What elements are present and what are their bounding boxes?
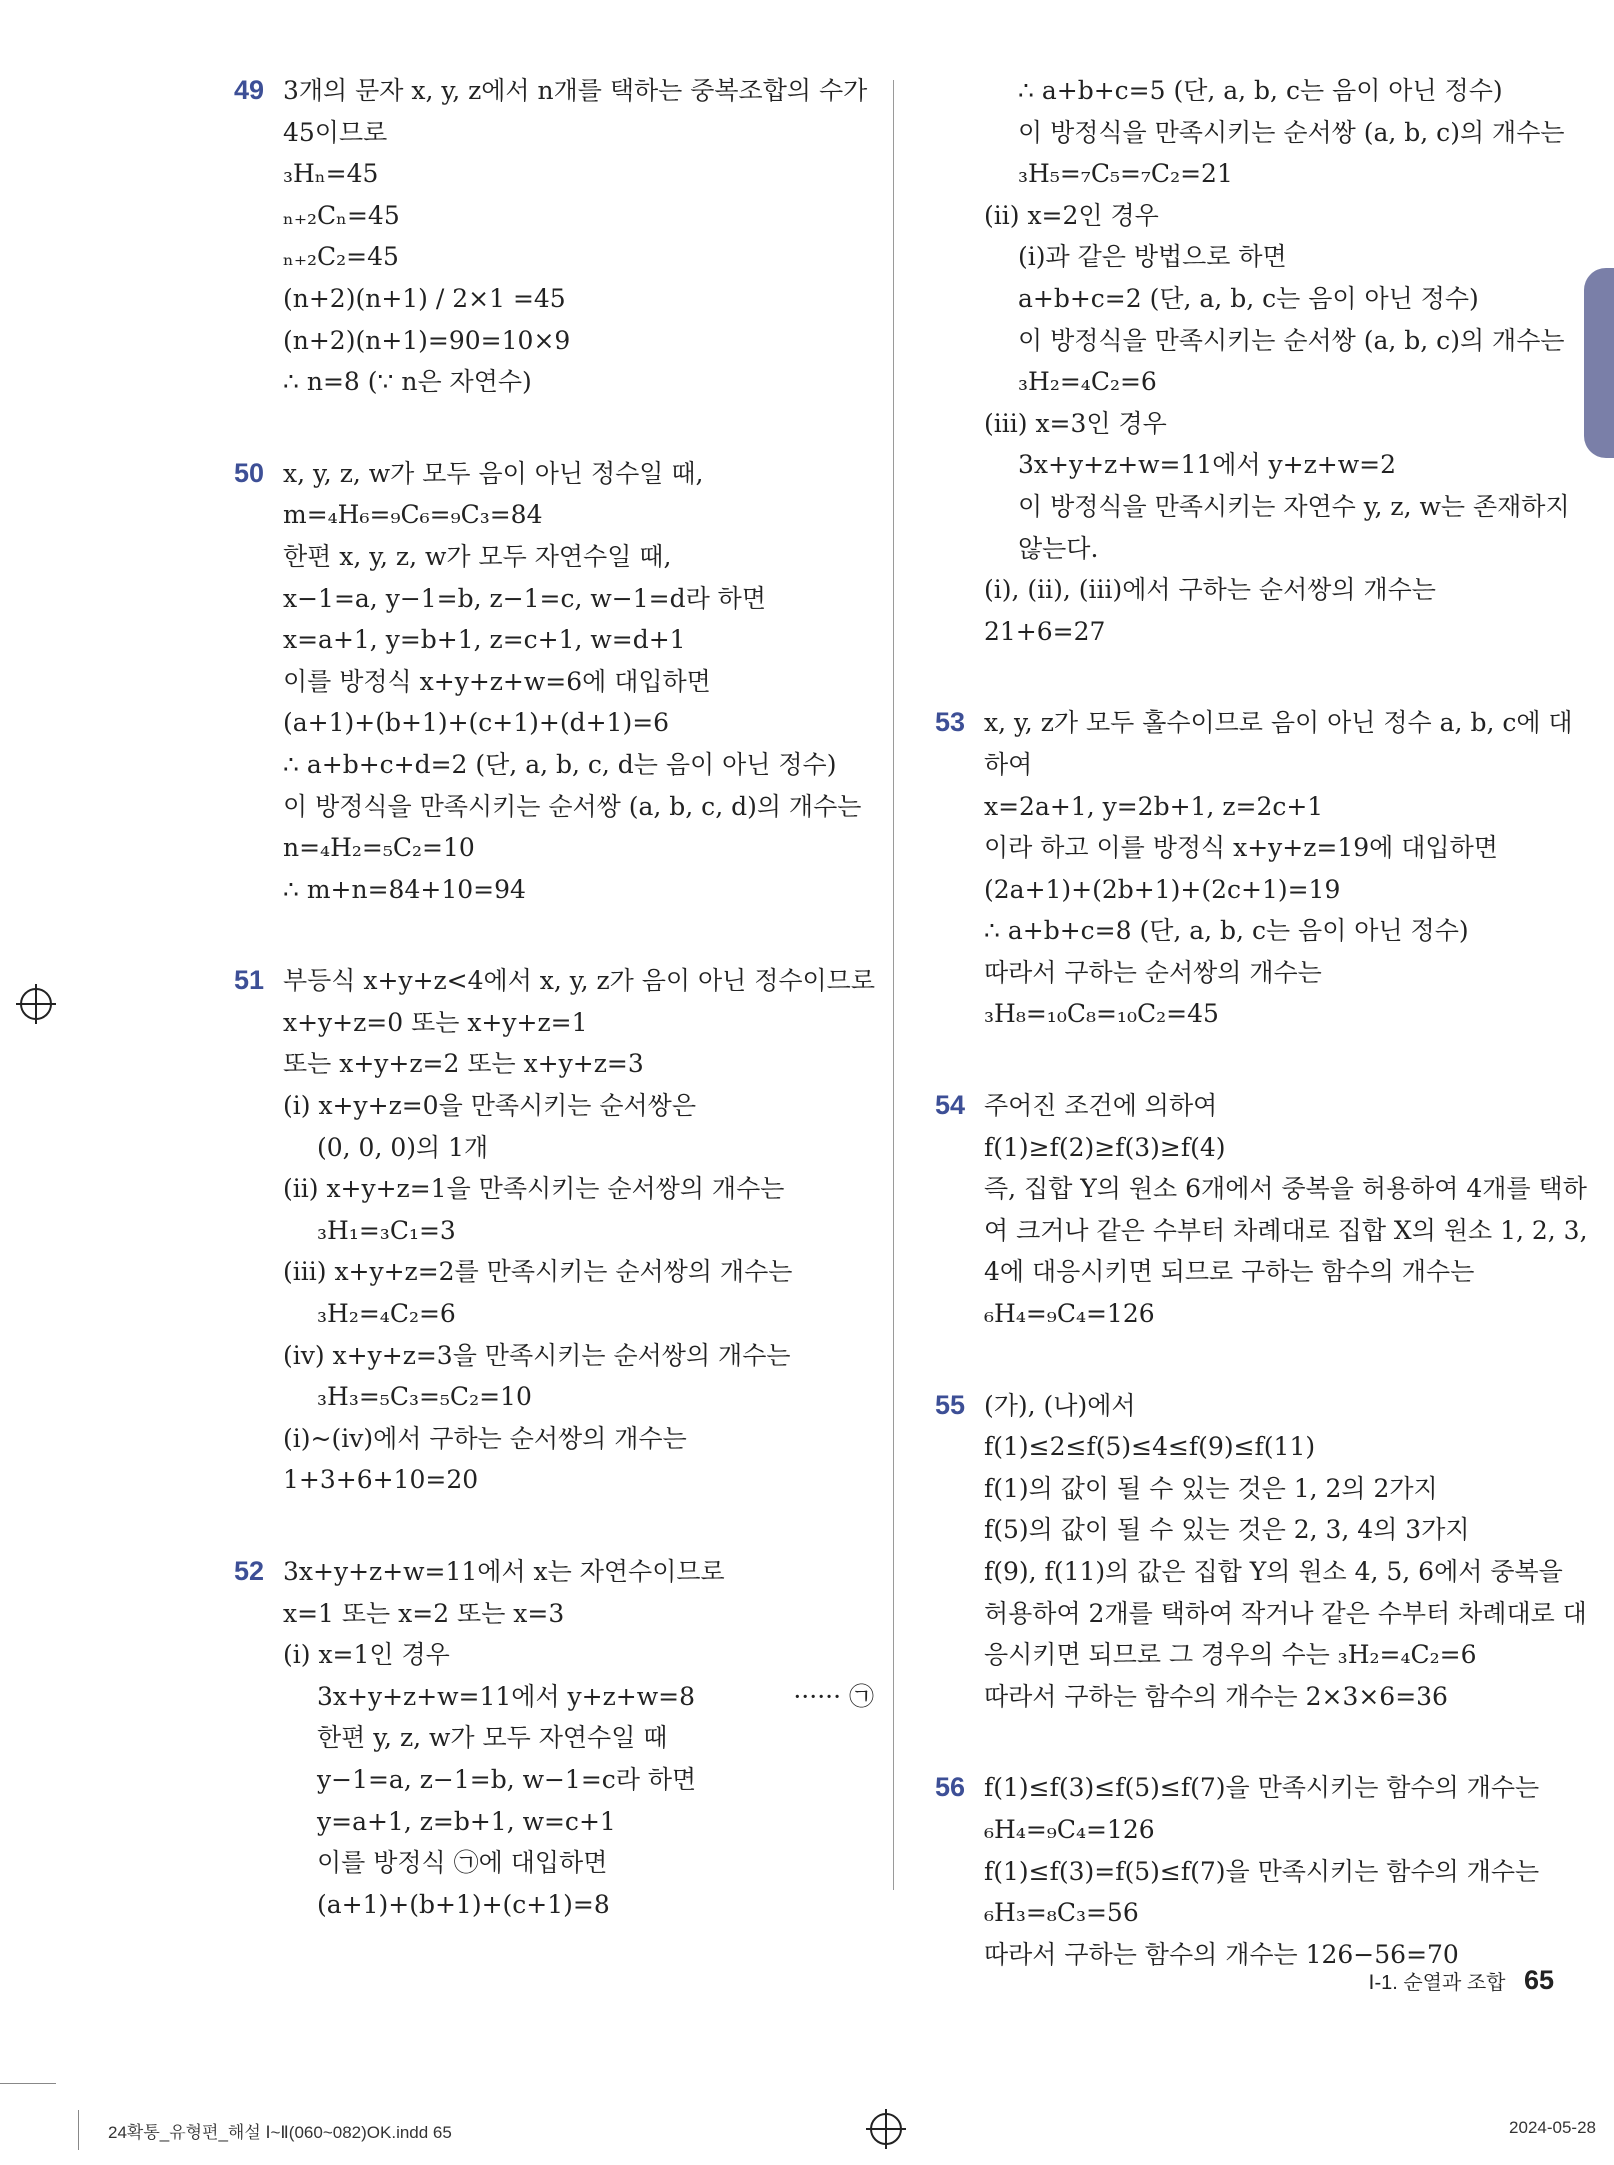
solution-text: f(5)의 값이 될 수 있는 것은 2, 3, 4의 3가지 [984, 1515, 1470, 1545]
solution-text: (2a+1)+(2b+1)+(2c+1)=19 [984, 874, 1341, 904]
solution-line [984, 827, 1575, 869]
problem-number: 49 [234, 75, 265, 105]
solution-text: 4에 대응시키면 되므로 구하는 함수의 개수는 [984, 1257, 1475, 1287]
solution-line [283, 153, 874, 195]
solution-line [283, 1842, 874, 1884]
solution-line [984, 569, 1575, 611]
registration-mark-icon [20, 988, 52, 1020]
solution-line [283, 1593, 874, 1635]
solution-text: x=a+1, y=b+1, z=c+1, w=d+1 [283, 625, 686, 655]
problem-number: 54 [935, 1090, 966, 1121]
solution-text: ₆H₄=₉C₄=126 [984, 1299, 1155, 1329]
solution-text: 하여 [984, 749, 1033, 779]
solution-text: y=a+1, z=b+1, w=c+1 [317, 1806, 616, 1836]
solution-line [283, 1418, 874, 1460]
solution-text: (ⅰ)~(ⅳ)에서 구하는 순서쌍의 개수는 [283, 1423, 687, 1453]
chapter-side-tab [1584, 268, 1614, 458]
solution-line [283, 1551, 874, 1593]
solution-line [283, 1884, 874, 1926]
solution-line [984, 1892, 1575, 1934]
solution-text: n=₄H₂=₅C₂=10 [283, 833, 475, 863]
problem-number: 50 [234, 457, 265, 488]
solution-line [283, 536, 874, 578]
solution-text: 따라서 구하는 함수의 개수는 126−56=70 [984, 1939, 1459, 1969]
solution-text: 응시키면 되므로 그 경우의 수는 ₃H₂=₄C₂=6 [984, 1640, 1477, 1670]
solution-text: ∴ a+b+c+d=2 (단, a, b, c, d는 음이 아닌 정수) [283, 749, 837, 779]
solution-text: (ⅰ) x=1인 경우 [283, 1640, 450, 1670]
solution-line [984, 1851, 1575, 1893]
solution-text: x+y+z=0 또는 x+y+z=1 [283, 1007, 588, 1037]
solution-text: 이를 방정식 x+y+z+w=6에 대입하면 [283, 666, 711, 696]
solution-text: y−1=a, z−1=b, w−1=c라 하면 [317, 1764, 697, 1794]
solution-text: (ⅱ) x=2인 경우 [984, 200, 1159, 230]
solution-line [984, 1085, 1575, 1127]
solution-text: ∴ a+b+c=8 (단, a, b, c는 음이 아닌 정수) [984, 916, 1469, 946]
solution-text: ₃H₂=₄C₂=6 [317, 1299, 456, 1329]
solution-text: a+b+c=2 (단, a, b, c는 음이 아닌 정수) [1018, 283, 1479, 313]
solution-line [984, 236, 1575, 278]
solution-text: (ⅲ) x+y+z=2를 만족시키는 순서쌍의 개수는 [283, 1257, 793, 1287]
problem-block [935, 702, 1575, 1035]
solution-text: f(9), f(11)의 값은 집합 Y의 원소 4, 5, 6에서 중복을 [984, 1557, 1563, 1586]
solution-line [283, 1459, 874, 1501]
solution-line [283, 827, 874, 869]
solution-line [283, 1210, 874, 1252]
solution-text: 부등식 x+y+z<4에서 x, y, z가 음이 아닌 정수이므로 [283, 966, 875, 996]
solution-text: 이 방정식을 만족시키는 순서쌍 (a, b, c)의 개수는 [1018, 325, 1565, 355]
solution-line [283, 494, 874, 536]
problem-number: 51 [234, 965, 265, 996]
solution-text: 21+6=27 [984, 616, 1106, 646]
problem-block [935, 1767, 1575, 1975]
solution-text: ₃H₅=₇C₅=₇C₂=21 [1018, 159, 1233, 189]
solution-text: 또는 x+y+z=2 또는 x+y+z=3 [283, 1049, 644, 1079]
solution-text: (a+1)+(b+1)+(c+1)=8 [317, 1889, 610, 1919]
solution-line [283, 1717, 874, 1759]
solution-line [283, 1293, 874, 1335]
solution-text: 1+3+6+10=20 [283, 1465, 479, 1495]
solution-text: x=1 또는 x=2 또는 x=3 [283, 1598, 565, 1628]
solution-text: 않는다. [1018, 533, 1099, 563]
problem-block [234, 453, 874, 911]
solution-line [984, 952, 1575, 994]
solution-line [984, 1634, 1575, 1676]
solution-text: (n+2)(n+1)=90=10×9 [283, 325, 571, 355]
solution-line [283, 195, 874, 237]
solution-line [283, 1085, 874, 1127]
crop-mark [78, 2110, 79, 2150]
solution-line [283, 1676, 874, 1718]
solution-text: (ⅱ) x+y+z=1을 만족시키는 순서쌍의 개수는 [283, 1174, 785, 1204]
solution-line [984, 1251, 1575, 1293]
problem-block [234, 70, 874, 403]
solution-text: ₙ₊₂Cₙ=45 [283, 200, 400, 230]
solution-line [984, 1293, 1575, 1335]
solution-line [283, 786, 874, 828]
solution-text: (ⅲ) x=3인 경우 [984, 408, 1167, 438]
solution-text: 3x+y+z+w=11에서 y+z+w=2 [1018, 450, 1396, 480]
solution-line [984, 528, 1575, 570]
solution-text: (0, 0, 0)의 1개 [317, 1132, 489, 1162]
solution-line [984, 1127, 1575, 1169]
solution-text: 허용하여 2개를 택하여 작거나 같은 수부터 차례대로 대 [984, 1598, 1587, 1628]
problem-block [935, 1085, 1588, 1335]
solution-text: x=2a+1, y=2b+1, z=2c+1 [984, 791, 1324, 821]
solution-text: 3개의 문자 x, y, z에서 n개를 택하는 중복조합의 수가 [283, 76, 868, 105]
solution-text: 이를 방정식 ㉠에 대입하면 [317, 1848, 608, 1878]
solution-text: (n+2)(n+1) / 2×1 =45 [283, 283, 566, 313]
solution-text: ₃Hₙ=45 [283, 159, 379, 189]
solution-line [984, 361, 1575, 403]
solution-line [984, 1468, 1575, 1510]
solution-line [283, 112, 874, 154]
solution-line [984, 486, 1575, 528]
solution-line [283, 361, 874, 403]
solution-text: ₃H₂=₄C₂=6 [1018, 367, 1157, 397]
solution-line [984, 1509, 1575, 1551]
solution-line [984, 702, 1575, 744]
solution-line [984, 70, 1575, 112]
solution-line [283, 320, 874, 362]
solution-text: ₃H₁=₃C₁=3 [317, 1215, 456, 1245]
solution-text: ∴ m+n=84+10=94 [283, 874, 526, 904]
problem-number: 53 [935, 707, 966, 738]
solution-line [283, 1759, 874, 1801]
solution-text: 3x+y+z+w=11에서 x는 자연수이므로 [283, 1557, 725, 1586]
solution-line [984, 1809, 1575, 1851]
solution-text: 한편 x, y, z, w가 모두 자연수일 때, [283, 541, 672, 571]
crop-mark [0, 2083, 56, 2084]
solution-text: f(1)≤f(3)=f(5)≤f(7)을 만족시키는 함수의 개수는 [984, 1856, 1540, 1886]
solution-line [984, 744, 1575, 786]
solution-line [984, 1676, 1575, 1718]
solution-line [984, 153, 1575, 195]
solution-text: 즉, 집합 Y의 원소 6개에서 중복을 허용하여 4개를 택하 [984, 1174, 1587, 1204]
solution-line [984, 403, 1575, 445]
solution-text: (ⅰ)과 같은 방법으로 하면 [1018, 242, 1287, 272]
solution-line [283, 1127, 874, 1169]
solution-line [984, 320, 1575, 362]
problem-block [935, 70, 1575, 652]
solution-text: 이 방정식을 만족시키는 자연수 y, z, w는 존재하지 [1018, 491, 1570, 521]
solution-text: (ⅳ) x+y+z=3을 만족시키는 순서쌍의 개수는 [283, 1340, 791, 1370]
solution-text: 이 방정식을 만족시키는 순서쌍 (a, b, c)의 개수는 [1018, 117, 1565, 147]
solution-line [283, 1251, 874, 1293]
solution-line [984, 195, 1575, 237]
solution-line [283, 1335, 874, 1377]
solution-text: (ⅰ), (ⅱ), (ⅲ)에서 구하는 순서쌍의 개수는 [984, 575, 1436, 605]
equation-marker: ······ ㉠ [793, 1681, 874, 1711]
solution-line [283, 960, 874, 1002]
solution-text: 주어진 조건에 의하여 [984, 1091, 1218, 1121]
problem-block [234, 1551, 874, 1925]
solution-line [283, 1168, 874, 1210]
solution-line [984, 1767, 1575, 1809]
problem-block [234, 960, 874, 1501]
solution-line [984, 278, 1575, 320]
column-divider [893, 80, 894, 1890]
solution-text: x, y, z, w가 모두 음이 아닌 정수일 때, [283, 458, 704, 488]
solution-text: 3x+y+z+w=11에서 y+z+w=8 [317, 1681, 695, 1711]
solution-line [283, 702, 874, 744]
solution-text: ₆H₃=₈C₃=56 [984, 1898, 1139, 1928]
solution-text: f(1)≤2≤f(5)≤4≤f(9)≤f(11) [984, 1432, 1316, 1462]
solution-text: ₙ₊₂C₂=45 [283, 242, 399, 272]
solution-text: (a+1)+(b+1)+(c+1)+(d+1)=6 [283, 708, 670, 738]
print-date: 2024-05-28 [1509, 2118, 1596, 2137]
solution-line [283, 578, 874, 620]
solution-text: ∴ a+b+c=5 (단, a, b, c는 음이 아닌 정수) [1018, 76, 1503, 105]
problem-number: 52 [234, 1556, 265, 1586]
solution-text: m=₄H₆=₉C₆=₉C₃=84 [283, 500, 543, 530]
solution-text: ∴ n=8 (∵ n은 자연수) [283, 367, 532, 397]
page-footer [1369, 1965, 1554, 1996]
problem-block [935, 1385, 1587, 1718]
solution-line [283, 1043, 874, 1085]
solution-line [984, 1210, 1588, 1252]
solution-line [984, 444, 1575, 486]
problem-number: 56 [935, 1772, 966, 1803]
solution-text: 여 크거나 같은 수부터 차례대로 집합 X의 원소 1, 2, 3, [984, 1215, 1588, 1245]
solution-text: f(1)≥f(2)≥f(3)≥f(4) [984, 1132, 1226, 1162]
solution-text: ₃H₈=₁₀C₈=₁₀C₂=45 [984, 999, 1219, 1029]
solution-line [984, 786, 1575, 828]
solution-line [283, 744, 874, 786]
section-title: Ⅰ-1. 순열과 조합 [1368, 1972, 1506, 1994]
solution-line [984, 1168, 1587, 1210]
solution-text: f(1)≤f(3)≤f(5)≤f(7)을 만족시키는 함수의 개수는 [984, 1773, 1540, 1803]
solution-text: f(1)의 값이 될 수 있는 것은 1, 2의 2가지 [984, 1473, 1438, 1503]
solution-text: 이라 하고 이를 방정식 x+y+z=19에 대입하면 [984, 833, 1498, 863]
solution-line [984, 993, 1575, 1035]
solution-line [283, 1801, 874, 1843]
solution-line [984, 910, 1575, 952]
solution-text: x−1=a, y−1=b, z−1=c, w−1=d라 하면 [283, 583, 766, 613]
solution-line [283, 236, 874, 278]
solution-text: ₃H₃=₅C₃=₅C₂=10 [317, 1382, 532, 1412]
solution-line [984, 1551, 1575, 1593]
solution-line [283, 869, 874, 911]
solution-text: x, y, z가 모두 홀수이므로 음이 아닌 정수 a, b, c에 대 [984, 708, 1573, 738]
solution-line [283, 1634, 874, 1676]
registration-mark-icon [870, 2113, 902, 2145]
solution-text: 따라서 구하는 함수의 개수는 2×3×6=36 [984, 1681, 1448, 1711]
solution-text: (ⅰ) x+y+z=0을 만족시키는 순서쌍은 [283, 1091, 696, 1121]
page-number: 65 [1523, 1965, 1554, 1995]
print-file-name: 24확통_유형편_해설 Ⅰ~Ⅱ(060~082)OK.indd 65 [108, 2123, 452, 2142]
solution-line [984, 1593, 1587, 1635]
solution-line [283, 1376, 874, 1418]
solution-line [283, 453, 874, 495]
solution-text: 한편 y, z, w가 모두 자연수일 때 [317, 1723, 668, 1753]
solution-line [984, 869, 1575, 911]
solution-text: 이 방정식을 만족시키는 순서쌍 (a, b, c, d)의 개수는 [283, 791, 862, 821]
right-column [935, 70, 1588, 2025]
solution-line [283, 278, 874, 320]
solution-line [984, 112, 1575, 154]
problem-number: 55 [935, 1389, 966, 1420]
solution-text: 45이므로 [283, 117, 388, 147]
solution-line [984, 1426, 1575, 1468]
solution-line [283, 70, 874, 112]
solution-line [984, 1385, 1575, 1427]
solution-text: (가), (나)에서 [984, 1390, 1136, 1420]
solution-text: 따라서 구하는 순서쌍의 개수는 [984, 957, 1322, 987]
solution-line [283, 1002, 874, 1044]
left-column [234, 70, 874, 1975]
solution-text: ₆H₄=₉C₄=126 [984, 1814, 1155, 1844]
solution-line [283, 619, 874, 661]
solution-line [984, 611, 1575, 653]
solution-line [283, 661, 874, 703]
